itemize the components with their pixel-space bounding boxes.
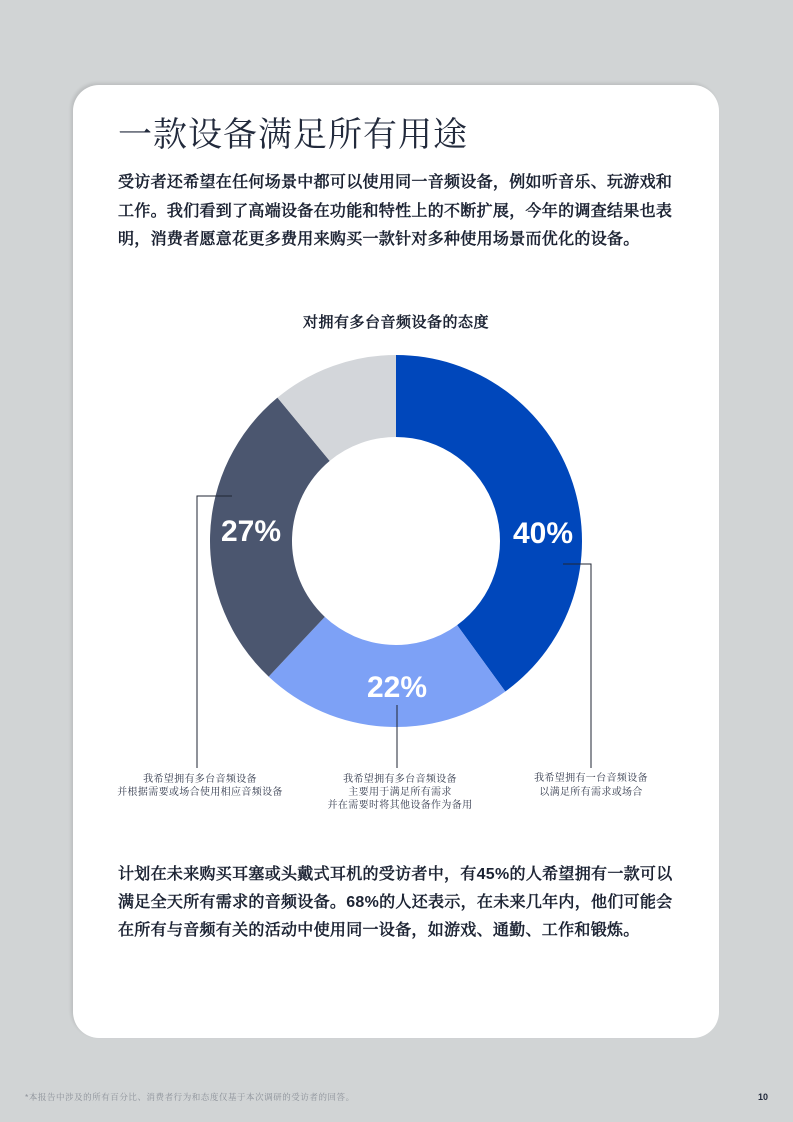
chart-title: 对拥有多台音频设备的态度 xyxy=(302,314,489,331)
summary-line: 计划在未来购买耳塞或头戴式耳机的受访者中，有45%的人希望拥有一款可以 xyxy=(118,866,673,883)
intro-line: 明，消费者愿意花更多费用来购买一款针对多种使用场景而优化的设备。 xyxy=(118,231,640,248)
value-label-main-plus-backup: 22% xyxy=(366,671,428,704)
category-label-multiple-by-occasion: 并根据需要或场合使用相应音频设备 xyxy=(117,787,283,798)
value-label-multiple-by-occasion: 27% xyxy=(220,515,282,548)
summary-line: 在所有与音频有关的活动中使用同一设备，如游戏、通勤、工作和锻炼。 xyxy=(118,922,640,939)
category-label-main-plus-backup: 并在需要时将其他设备作为备用 xyxy=(327,800,473,811)
category-label-one-device: 以满足所有需求或场合 xyxy=(539,787,643,798)
page-number: 10 xyxy=(757,1092,768,1102)
intro-line: 工作。我们看到了高端设备在功能和特性上的不断扩展，今年的调查结果也表 xyxy=(118,202,673,220)
intro-line: 受访者还希望在任何场景中都可以使用同一音频设备，例如听音乐、玩游戏和 xyxy=(118,174,673,191)
value-label-one-device: 40% xyxy=(512,517,574,550)
page-title: 一款设备满足所有用途 xyxy=(118,116,468,154)
summary-line: 满足全天所有需求的音频设备。68%的人还表示，在未来几年内，他们可能会 xyxy=(118,894,673,911)
donut-chart xyxy=(100,340,700,830)
category-label-main-plus-backup: 我希望拥有多台音频设备 xyxy=(343,774,457,785)
category-label-one-device: 我希望拥有一台音频设备 xyxy=(534,773,648,784)
category-label-main-plus-backup: 主要用于满足所有需求 xyxy=(348,787,452,798)
intro-paragraph xyxy=(118,169,672,255)
category-label-multiple-by-occasion: 我希望拥有多台音频设备 xyxy=(143,774,257,785)
footnote: *本报告中涉及的所有百分比、消费者行为和态度仅基于本次调研的受访者的回答。 xyxy=(25,1092,355,1102)
summary-paragraph xyxy=(118,861,673,945)
